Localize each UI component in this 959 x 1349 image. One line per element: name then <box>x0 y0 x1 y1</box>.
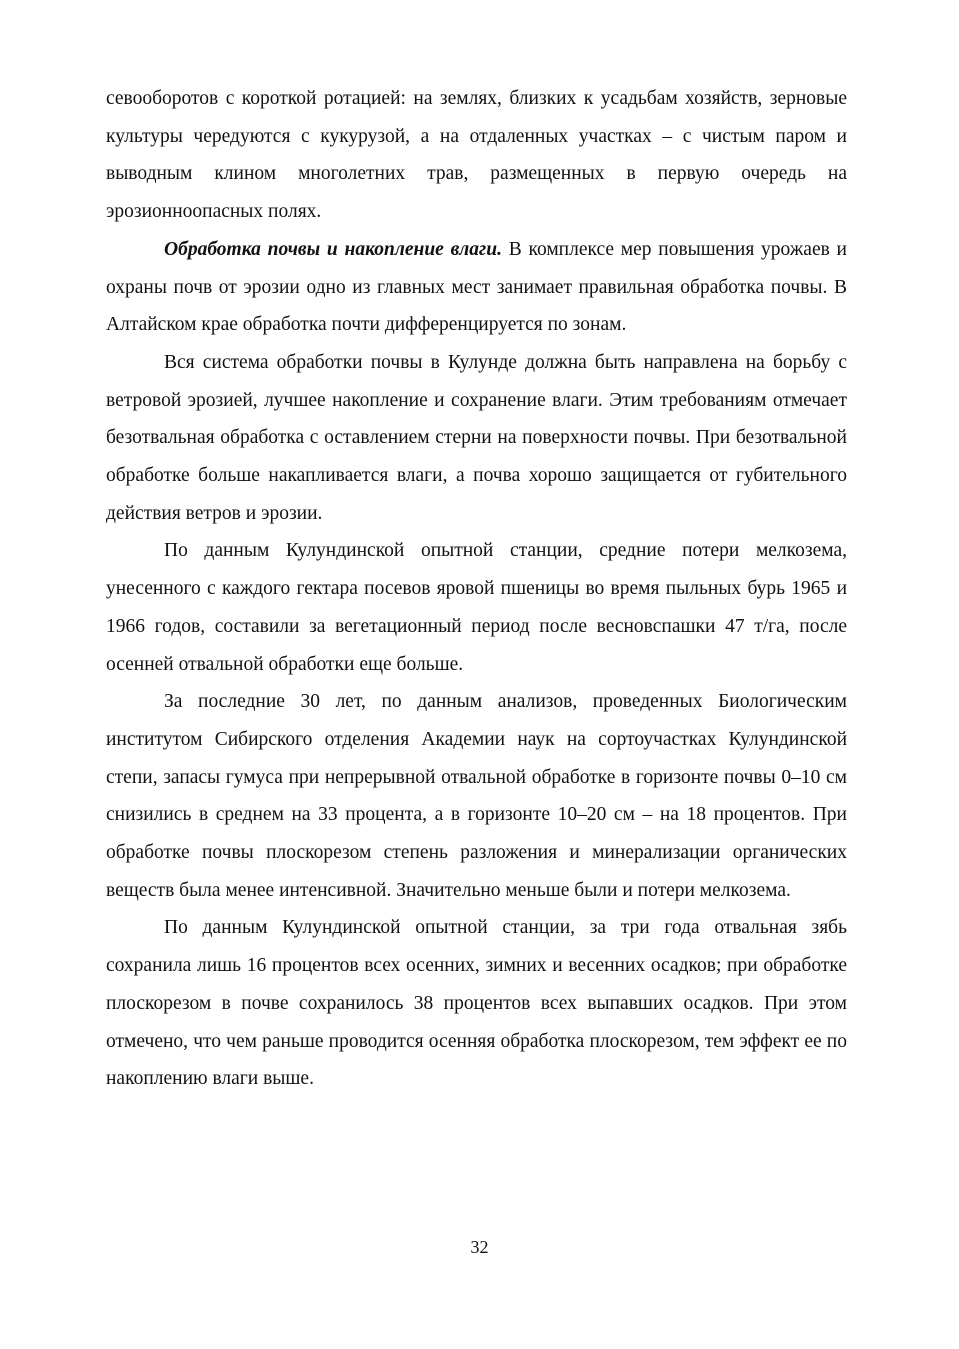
paragraph-2-text: В комплексе мер повышения урожаев и охраны почв от эрозии одно из главных мест занимает правильная обработка почвы. В Алтайском крае обработка почти дифференцируется по зонам. <box>106 238 847 336</box>
section-heading: Обработка почвы и накопление влаги. <box>164 238 502 260</box>
paragraph-3: Вся система обработки почвы в Кулунде должна быть направлена на борьбу с ветровой эрозией, лучшее накопление и сохранение влаги. Этим требованиям отмечает безотвальная обработка с оставлением стерни на поверхности почвы. При безотвальной обработке больше накапливается влаги, а почва хорошо защищается от губительного действия ветров и эрозии. <box>106 351 847 524</box>
page-number: 32 <box>470 1237 489 1257</box>
paragraph-6: По данным Кулундинской опытной станции, за три года отвальная зябь сохранила лишь 16 процентов всех осенних, зимних и весенних осадков; при обработке плоскорезом в почве сохранилось 38 процентов всех выпавших осадков. При этом отмечено, что чем раньше проводится осенняя обработка плоскорезом, тем эффект ее по накоплению влаги выше. <box>106 917 847 1090</box>
paragraph-4: По данным Кулундинской опытной станции, средние потери мелкозема, унесенного с каждого гектара посевов яровой пшеницы во время пыльных бурь 1965 и 1966 годов, составили за вегетационный период после весновспашки 47 т/га, после осенней отвальной обработки еще больше. <box>106 540 847 675</box>
paragraph-2 <box>106 231 847 344</box>
paragraph-1: севооборотов с короткой ротацией: на землях, близких к усадьбам хозяйств, зерновые культуры чередуются с кукурузой, а на отдаленных участках – с чистым паром и выводным клином многолетних трав, размещенных в первую очередь на эрозионноопасных полях. <box>106 88 847 223</box>
paragraph-5: За последние 30 лет, по данным анализов, проведенных Биологическим институтом Сибирского отделения Академии наук на сортоучастках Кулундинской степи, запасы гумуса при непрерывной отвальной обработке в горизонте почвы 0–10 см снизились в среднем на 33 процента, а в горизонте 10–20 см – на 18 процентов. При обработке почвы плоскорезом степень разложения и минерализации органических веществ была менее интенсивной. Значительно меньше были и потери мелкозема. <box>106 691 847 901</box>
body-text <box>106 80 847 1098</box>
